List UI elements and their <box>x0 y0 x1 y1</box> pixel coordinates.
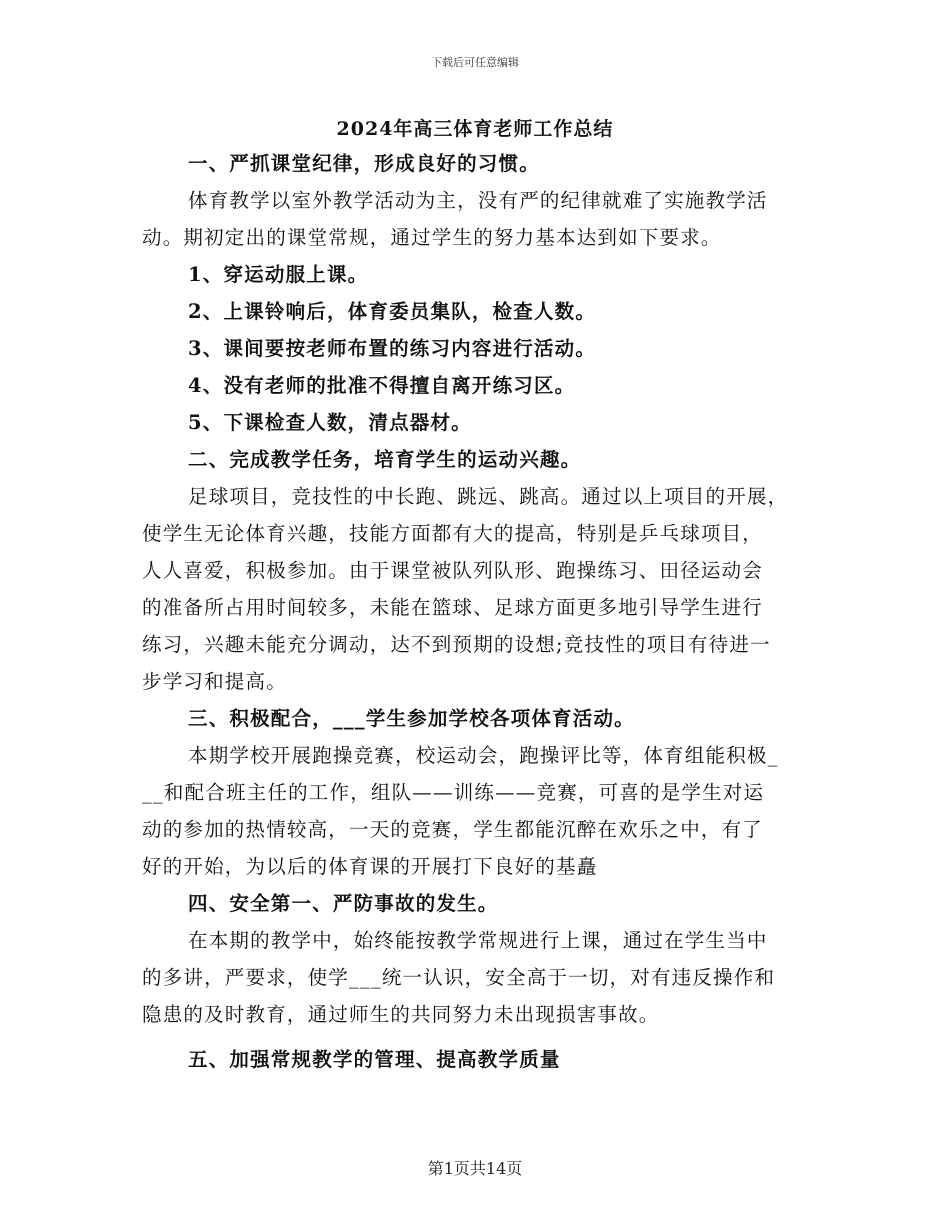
paragraph-line: 步学习和提高。 <box>142 670 287 693</box>
list-item: 2、上课铃响后，体育委员集队，检查人数。 <box>188 300 597 323</box>
section-heading-2: 二、完成教学任务，培育学生的运动兴趣。 <box>188 448 582 471</box>
list-item: 1、穿运动服上课。 <box>188 263 369 286</box>
paragraph-line: 动。期初定出的课堂常规，通过学生的努力基本达到如下要求。 <box>142 226 722 249</box>
paragraph-line: 动的参加的热情较高，一天的竞赛，学生都能沉醉在欢乐之中，有了 <box>142 818 764 841</box>
document-title: 2024年高三体育老师工作总结 <box>336 118 614 140</box>
paragraph-line: 练习，兴趣未能充分调动，达不到预期的设想;竞技性的项目有待进一 <box>142 633 771 656</box>
header-note: 下载后可任意编辑 <box>431 56 519 69</box>
paragraph-line: 的多讲，严要求，使学___统一认识，安全高于一切，对有违反操作和 <box>142 966 776 989</box>
paragraph-line: 体育教学以室外教学活动为主，没有严的纪律就难了实施教学活 <box>188 189 768 212</box>
paragraph-line: __和配合班主任的工作，组队——训练——竞赛，可喜的是学生对运 <box>142 781 765 804</box>
list-item: 4、没有老师的批准不得擅自离开练习区。 <box>188 374 576 397</box>
list-item: 3、课间要按老师布置的练习内容进行活动。 <box>188 337 597 360</box>
list-item: 5、下课检查人数，清点器材。 <box>188 411 472 434</box>
paragraph-line: 隐患的及时教育，通过师生的共同努力未出现损害事故。 <box>142 1003 660 1026</box>
page-number-footer: 第1页共14页 <box>427 1159 523 1178</box>
paragraph-gap <box>142 1033 806 1041</box>
paragraph-line: 本期学校开展跑操竞赛，校运动会，跑操评比等，体育组能积极_ <box>188 744 779 767</box>
paragraph-line: 的准备所占用时间较多，未能在篮球、足球方面更多地引导学生进行 <box>142 596 764 619</box>
section-heading-5: 五、加强常规教学的管理、提高教学质量 <box>188 1048 561 1071</box>
section-heading-1: 一、严抓课堂纪律，形成良好的习惯。 <box>188 152 540 175</box>
document-body <box>142 145 806 1078</box>
section-heading-3: 三、积极配合，___学生参加学校各项体育活动。 <box>188 707 635 730</box>
section-heading-4: 四、安全第一、严防事故的发生。 <box>188 892 499 915</box>
paragraph-line: 在本期的教学中，始终能按教学常规进行上课，通过在学生当中 <box>188 929 768 952</box>
paragraph-line: 足球项目，竞技性的中长跑、跳远、跳高。通过以上项目的开展， <box>188 485 789 508</box>
paragraph-line: 好的开始，为以后的体育课的开展打下良好的基矗 <box>142 855 598 878</box>
paragraph-line: 人人喜爱，积极参加。由于课堂被队列队形、跑操练习、田径运动会 <box>142 559 764 582</box>
paragraph-line: 使学生无论体育兴趣，技能方面都有大的提高，特别是乒乓球项目， <box>142 522 764 545</box>
